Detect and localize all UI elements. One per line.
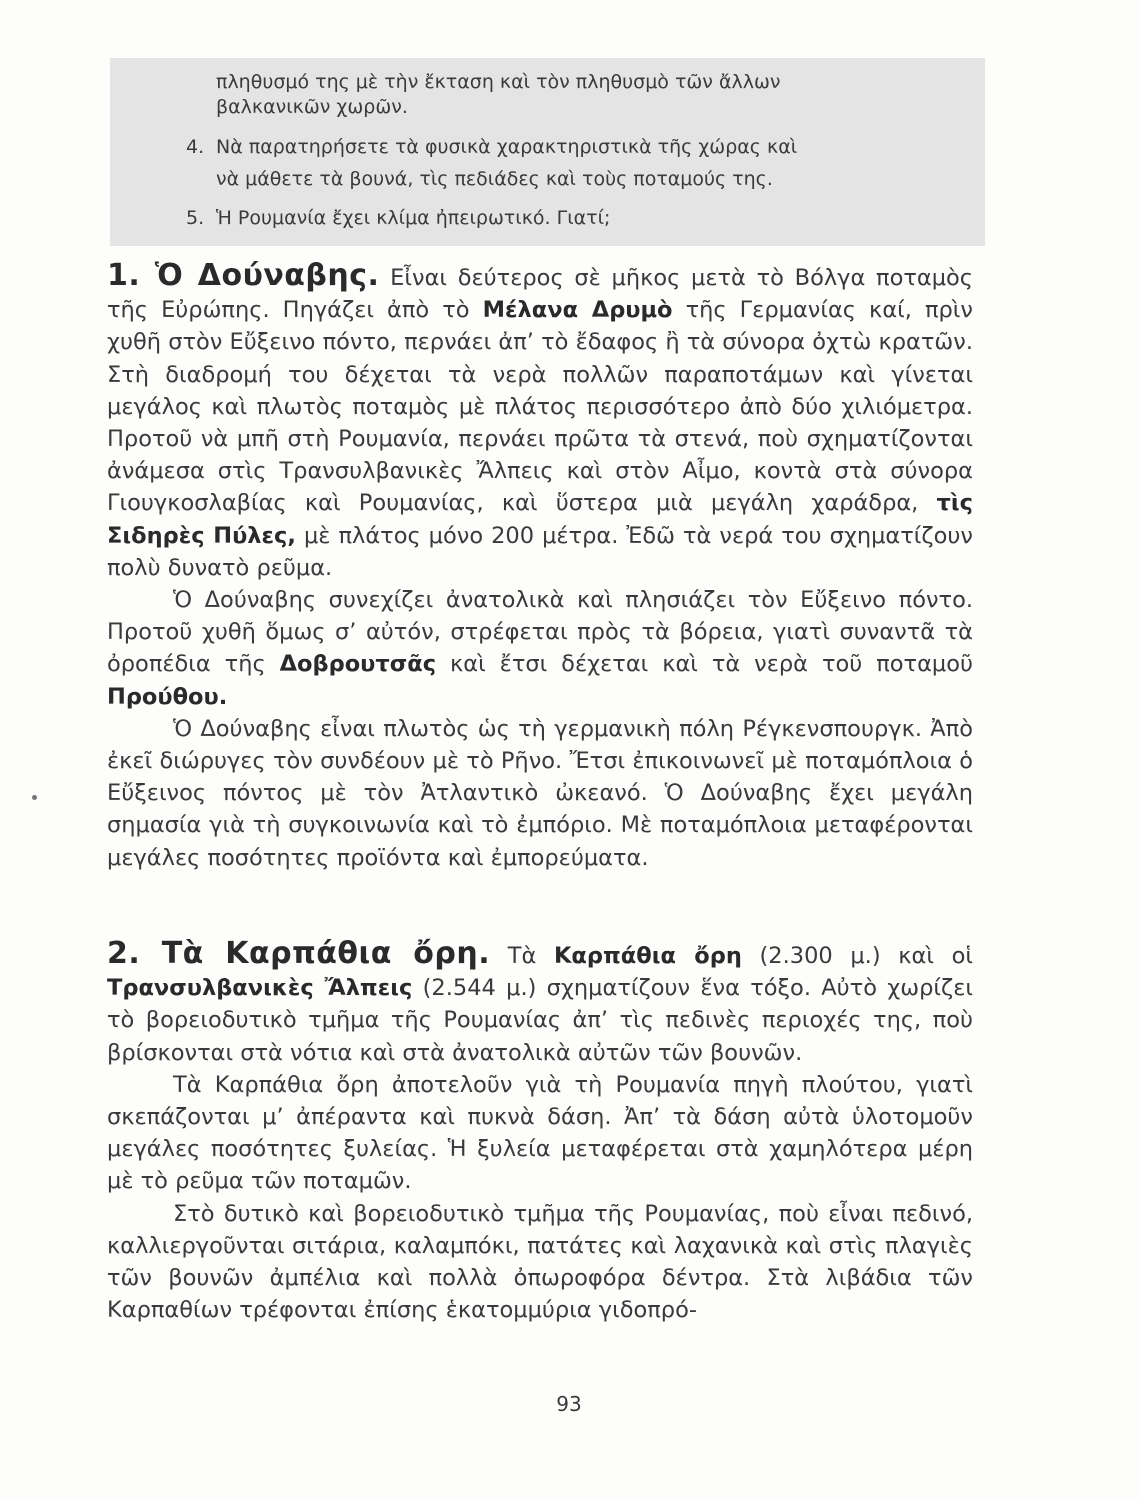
text-span: μὲ πλάτος μόνο 200 μέτρα. Ἐδῶ τὰ νερά του σχηματίζουν πολὺ δυνατὸ ρεῦμα. [107,522,973,581]
section-heading-danube: 1. Ὁ Δούναβης. [107,258,380,293]
exercise-5-line-1: Ἡ Ρουμανία ἔχει κλίμα ἠπειρωτικό. Γιατί; [216,207,611,229]
exercise-4-line-2: νὰ μάθετε τὰ βουνά, τὶς πεδιάδες καὶ τοὺς ποταμούς της. [216,168,773,190]
bold-term: Καρπάθια ὄρη [554,943,742,969]
exercise-5-number: 5. [186,207,205,229]
bold-term: τὶς Σιδηρὲς Πύλες, [107,490,974,549]
text-span: τῆς Γερμανίας καί, πρὶν χυθῆ στὸν Εὔξεινο πόντο, περνάει ἀπ’ τὸ ἔδαφος ἢ τὰ σύνορα ὀχτὼ κρατῶν. Στὴ διαδρομή του δέχεται τὰ νερὰ πολλῶν παραποτάμων καὶ γίνεται μεγάλος καὶ πλωτὸς ποταμὸς μὲ πλάτος περισσότερο ἀπὸ δύο χιλιόμετρα. Προτοῦ νὰ μπῆ στὴ Ρουμανία, περνάει πρῶτα τὰ στενά, ποὺ σχηματίζονται ἀνάμεσα στὶς Τρανσυλβανικὲς Ἄλπεις καὶ στὸν Αἶμο, κοντὰ στὰ σύνορα Γιουγκοσλαβίας καὶ Ρουμανίας, καὶ ὕστερα μιὰ μεγάλη χαράδρα, [107,297,973,517]
section-heading-carpathians: 2. Τὰ Καρπάθια ὄρη. [107,936,491,971]
danube-paragraph-2 [107,584,973,713]
exercise-4-line-1: Νὰ παρατηρήσετε τὰ φυσικὰ χαρακτηριστικὰ τῆς χώρας καὶ [216,136,798,158]
section-danube [107,260,973,874]
danube-paragraph-3: Ὁ Δούναβης εἶναι πλωτὸς ὡς τὴ γερμανικὴ πόλη Ρέγκενσπουργκ. Ἀπὸ ἐκεῖ διώρυγες τὸν συνδέουν μὲ τὸ Ρῆνο. Ἔτσι ἐπικοινωνεῖ μὲ ποταμόπλοια ὁ Εὔξεινος πόντος μὲ τὸν Ἀτλαντικὸ ὠκεανό. Ὁ Δούναβης ἔχει μεγάλη σημασία γιὰ τὴ συγκοινωνία καὶ τὸ ἐμπόριο. Μὲ ποταμόπλοια μεταφέρονται μεγάλες ποσότητες προϊόντα καὶ ἐμπορεύματα. [107,715,973,871]
bold-term: Προύθου. [107,683,228,710]
text-span: Ὁ Δούναβης συνεχίζει ἀνατολικὰ καὶ πλησιάζει τὸν Εὔξεινο πόντο. Προτοῦ χυθῆ ὅμως σ’ αὐτόν, στρέφεται πρὸς τὰ βόρεια, γιατὶ συναντᾶ τὰ ὀροπέδια τῆς [107,587,973,678]
danube-paragraph-1 [107,260,973,584]
margin-mark [32,795,37,800]
carpathians-paragraph-3: Στὸ δυτικὸ καὶ βορειοδυτικὸ τμῆμα τῆς Ρουμανίας, ποὺ εἶναι πεδινό, καλλιεργοῦνται σιτάρια, καλαμπόκι, πατάτες καὶ λαχανικὰ καὶ στὶς πλαγιὲς τῶν βουνῶν ἀμπέλια καὶ πολλὰ ὀπωροφόρα δέντρα. Στὰ λιβάδια τῶν Καρπαθίων τρέφονται ἐπίσης ἑκατομμύρια γιδοπρό- [107,1200,973,1324]
text-span: (2.300 μ.) καὶ οἱ [759,943,973,969]
exercise-3-line-2: βαλκανικῶν χωρῶν. [216,96,408,118]
page-number: 93 [556,1392,582,1416]
carpathians-paragraph-1 [107,938,973,1069]
section-carpathians [107,938,973,1326]
exercise-3-line-1: πληθυσμό της μὲ τὴν ἔκταση καὶ τὸν πληθυσμὸ τῶν ἄλλων [216,71,781,93]
text-span: Τὰ [507,943,537,969]
bold-term: Τρανσυλβανικὲς Ἄλπεις [107,975,413,1002]
text-span: Εἶναι δεύτερος σὲ μῆκος μετὰ τὸ Βόλγα ποταμὸς τῆς Εὐρώπης. Πηγάζει ἀπὸ τὸ [107,265,974,324]
text-span: καὶ ἔτσι δέχεται καὶ τὰ νερὰ τοῦ ποταμοῦ [450,651,974,678]
bold-term: Δοβρουτσᾶς [279,651,437,678]
bold-term: Μέλανα Δρυμὸ [482,297,673,324]
text-span: (2.544 μ.) σχηματίζουν ἕνα τόξο. Αὐτὸ χωρίζει τὸ βορειοδυτικὸ τμῆμα τῆς Ρουμανίας ἀπ’ τὶς πεδινὲς περιοχές της, ποὺ βρίσκονται στὰ νότια καὶ στὰ ἀνατολικὰ αὐτῶν τῶν βουνῶν. [107,975,974,1066]
exercise-4-number: 4. [186,136,205,158]
carpathians-paragraph-2: Τὰ Καρπάθια ὄρη ἀποτελοῦν γιὰ τὴ Ρουμανία πηγὴ πλούτου, γιατὶ σκεπάζονται μ’ ἀπέραντα καὶ πυκνὰ δάση. Ἀπ’ τὰ δάση αὐτὰ ὑλοτομοῦν μεγάλες ποσότητες ξυλείας. Ἡ ξυλεία μεταφέρεται στὰ χαμηλότερα μέρη μὲ τὸ ρεῦμα τῶν ποταμῶν. [107,1071,973,1195]
